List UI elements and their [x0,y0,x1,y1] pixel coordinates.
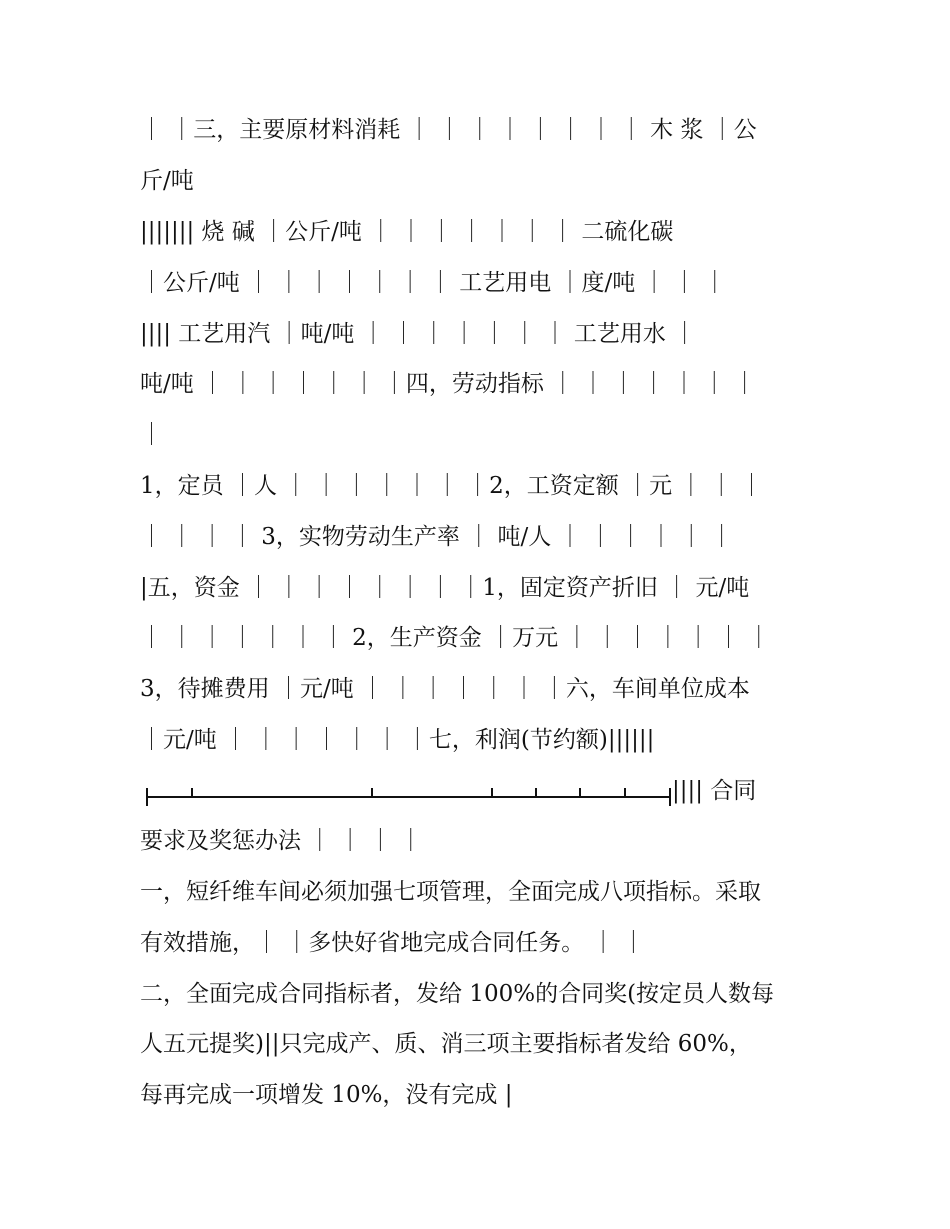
text-line: 斤/吨 [140,168,194,194]
text-line: ｜元/吨 ｜ ｜ ｜ ｜ ｜ ｜ ｜七，利润(节约额)|||||| [140,727,655,753]
text-line: ｜ ｜ ｜ ｜ 3，实物劳动生产率 ｜ 吨/人 ｜ ｜ ｜ ｜ ｜ ｜ [140,524,734,550]
text-line: 二，全面完成合同指标者，发给 100%的合同奖(按定员人数每 [140,981,775,1007]
text-line: 人五元提奖)||只完成产、质、消三项主要指标者发给 60%， [140,1031,752,1057]
text-line: 每再完成一项增发 10%，没有完成 | [140,1082,513,1108]
text-line: 要求及奖惩办法 ｜ ｜ ｜ ｜ [140,828,423,854]
text-line: ｜公斤/吨 ｜ ｜ ｜ ｜ ｜ ｜ ｜ 工艺用电 ｜度/吨 ｜ ｜ ｜ [140,270,727,296]
text-line: ｜ ｜三，主要原材料消耗 ｜ ｜ ｜ ｜ ｜ ｜ ｜ ｜ 木 浆 ｜公 [140,117,757,143]
text-line: 3，待摊费用 ｜元/吨 ｜ ｜ ｜ ｜ ｜ ｜ ｜六，车间单位成本 [140,676,750,702]
text-line: ｜ [140,422,163,448]
text-line: 一，短纤维车间必须加强七项管理，全面完成八项指标。采取 [140,879,761,905]
text-line: 有效措施，｜ ｜多快好省地完成合同任务。 ｜ ｜ [140,930,645,956]
text-line: |||| 工艺用汽 ｜吨/吨 ｜ ｜ ｜ ｜ ｜ ｜ ｜ 工艺用水 ｜ [140,321,697,347]
text-line: |||| 合同 [672,778,757,804]
text-line: |五，资金 ｜ ｜ ｜ ｜ ｜ ｜ ｜ ｜1，固定资产折旧 ｜ 元/吨 [140,575,750,601]
text-line: ｜ ｜ ｜ ｜ ｜ ｜ ｜ 2，生产资金 ｜万元 ｜ ｜ ｜ ｜ ｜ ｜ ｜ [140,625,771,651]
text-line: 吨/吨 ｜ ｜ ｜ ｜ ｜ ｜ ｜四，劳动指标 ｜ ｜ ｜ ｜ ｜ ｜ ｜ [140,371,757,397]
table-border-rule [146,788,671,806]
text-line: 1，定员 ｜人 ｜ ｜ ｜ ｜ ｜ ｜ ｜2，工资定额 ｜元 ｜ ｜ ｜ [140,473,763,499]
text-line: ||||||| 烧 碱 ｜公斤/吨 ｜ ｜ ｜ ｜ ｜ ｜ ｜ 二硫化碳 [140,219,674,245]
